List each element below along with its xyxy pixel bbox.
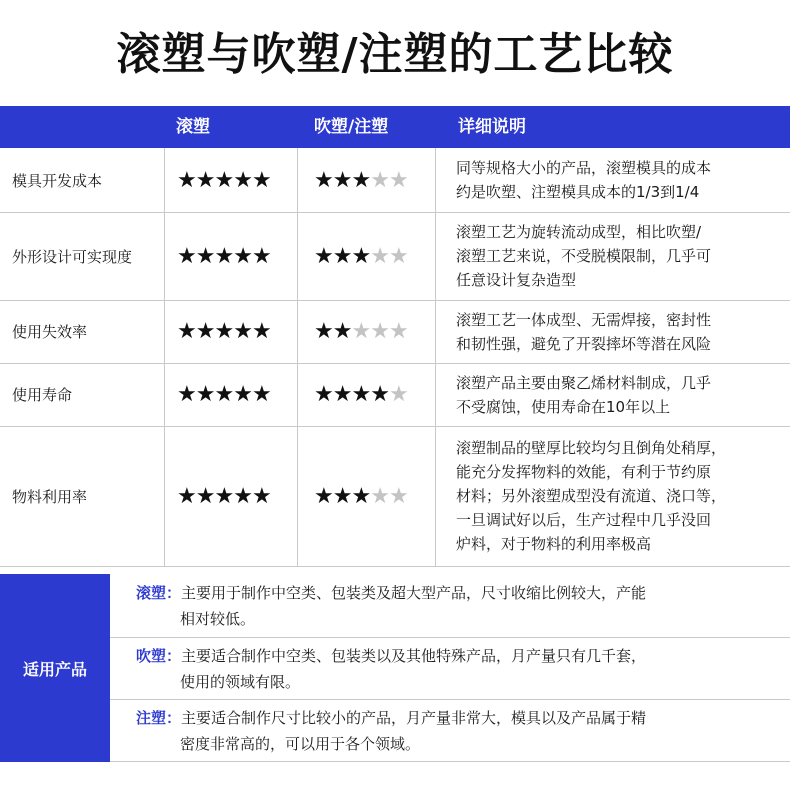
detail-line: 滚塑制品的壁厚比较均匀且倒角处稍厚，: [456, 439, 727, 457]
applicable-item-text: 主要用于制作中空类、包装类及超大型产品，尺寸收缩比例较大，产能: [181, 583, 647, 602]
star-filled-icon: ★: [314, 243, 333, 269]
star-filled-icon: ★: [233, 483, 252, 509]
row-label: 使用寿命: [0, 363, 165, 426]
star-filled-icon: ★: [332, 243, 352, 269]
applicable-item-label: 滚塑：: [136, 583, 182, 602]
star-empty-icon: ★: [370, 167, 389, 193]
table-row: [0, 300, 790, 364]
star-empty-icon: ★: [388, 382, 408, 407]
blow-injection-rating: [314, 484, 408, 509]
row-label: 外形设计可实现度: [0, 212, 165, 300]
applicable-item-text: 主要适合制作尺寸比较小的产品，月产量非常大，模具以及产品属于精: [181, 708, 647, 727]
header-detail: 详细说明: [458, 117, 526, 137]
row-detail: [456, 156, 711, 204]
star-filled-icon: ★: [351, 243, 371, 269]
star-filled-icon: ★: [251, 483, 271, 509]
star-filled-icon: ★: [195, 243, 215, 269]
rotomold-rating: [177, 244, 271, 269]
row-detail: [456, 371, 711, 419]
blow-injection-rating: [314, 168, 408, 193]
star-filled-icon: ★: [351, 483, 371, 509]
star-filled-icon: ★: [251, 167, 271, 193]
star-filled-icon: ★: [251, 382, 271, 407]
star-filled-icon: ★: [177, 483, 196, 509]
applicable-products-label: 适用产品: [0, 574, 110, 762]
star-filled-icon: ★: [370, 382, 389, 407]
detail-line: 滚塑工艺一体成型、无需焊接，密封性: [456, 310, 712, 329]
applicable-item-text: 密度非常高的，可以用于各个领域。: [180, 734, 421, 753]
rotomold-rating: [177, 484, 271, 509]
detail-line: 和韧性强，避免了开裂摔坏等潜在风险: [456, 334, 712, 353]
detail-line: 任意设计复杂造型: [456, 271, 577, 289]
rotomold-rating: [177, 168, 271, 193]
table-row: [0, 426, 790, 567]
star-empty-icon: ★: [388, 243, 408, 269]
detail-line: 同等规格大小的产品，滚塑模具的成本: [456, 159, 712, 177]
star-filled-icon: ★: [314, 382, 333, 407]
star-filled-icon: ★: [314, 167, 333, 193]
applicable-products-section: [0, 574, 790, 762]
star-filled-icon: ★: [332, 483, 352, 509]
star-filled-icon: ★: [177, 243, 196, 269]
blow-injection-rating: [314, 244, 408, 269]
star-filled-icon: ★: [351, 167, 371, 193]
table-row: [0, 148, 790, 213]
detail-line: 滚塑工艺为旋转流动成型，相比吹塑/: [456, 223, 702, 241]
star-filled-icon: ★: [332, 167, 352, 193]
star-filled-icon: ★: [233, 243, 252, 269]
star-filled-icon: ★: [233, 167, 252, 193]
table-row: [0, 212, 790, 301]
table-header: [0, 106, 790, 148]
star-empty-icon: ★: [388, 167, 408, 193]
row-label: 模具开发成本: [0, 148, 165, 212]
applicable-item: [110, 574, 790, 638]
star-filled-icon: ★: [332, 319, 352, 344]
star-filled-icon: ★: [195, 167, 215, 193]
star-empty-icon: ★: [370, 319, 389, 344]
applicable-item-text: 使用的领域有限。: [180, 672, 301, 691]
star-filled-icon: ★: [177, 382, 196, 407]
star-filled-icon: ★: [233, 319, 252, 344]
blow-injection-rating: [314, 382, 408, 407]
star-filled-icon: ★: [214, 483, 234, 509]
star-empty-icon: ★: [370, 243, 389, 269]
star-filled-icon: ★: [214, 382, 234, 407]
header-rotomold: 滚塑: [176, 117, 210, 137]
star-filled-icon: ★: [214, 319, 234, 344]
row-detail: [456, 308, 711, 356]
blow-injection-rating: [314, 319, 408, 344]
star-filled-icon: ★: [251, 319, 271, 344]
applicable-item-text: 相对较低。: [180, 609, 256, 628]
detail-line: 炉料，对于物料的利用率极高: [456, 535, 652, 553]
star-empty-icon: ★: [388, 319, 408, 344]
applicable-item: [110, 638, 790, 700]
star-filled-icon: ★: [332, 382, 352, 407]
detail-line: 不受腐蚀，使用寿命在10年以上: [456, 397, 671, 416]
star-empty-icon: ★: [370, 483, 389, 509]
star-filled-icon: ★: [195, 382, 215, 407]
applicable-item-label: 注塑：: [136, 708, 182, 727]
star-filled-icon: ★: [214, 167, 234, 193]
detail-line: 滚塑产品主要由聚乙烯材料制成，几乎: [456, 373, 712, 392]
header-blow-injection: 吹塑/注塑: [314, 117, 389, 137]
detail-line: 约是吹塑、注塑模具成本的1/3到1/4: [456, 183, 700, 201]
applicable-item-text: 主要适合制作中空类、包装类以及其他特殊产品，月产量只有几千套，: [181, 646, 647, 665]
star-filled-icon: ★: [195, 319, 215, 344]
detail-line: 能充分发挥物料的效能，有利于节约原: [456, 463, 712, 481]
applicable-item-label: 吹塑：: [136, 646, 182, 665]
detail-line: 材料；另外滚塑成型没有流道、浇口等，: [456, 487, 727, 505]
row-detail: [456, 220, 711, 292]
star-filled-icon: ★: [195, 483, 215, 509]
rotomold-rating: [177, 382, 271, 407]
star-filled-icon: ★: [233, 382, 252, 407]
detail-line: 滚塑工艺来说，不受脱模限制，几乎可: [456, 247, 712, 265]
star-filled-icon: ★: [214, 243, 234, 269]
detail-line: 一旦调试好以后，生产过程中几乎没回: [456, 511, 712, 529]
star-filled-icon: ★: [177, 319, 196, 344]
row-label: 物料利用率: [0, 426, 165, 566]
star-filled-icon: ★: [351, 382, 371, 407]
star-empty-icon: ★: [388, 483, 408, 509]
star-empty-icon: ★: [351, 319, 371, 344]
table-row: [0, 363, 790, 427]
star-filled-icon: ★: [251, 243, 271, 269]
row-label: 使用失效率: [0, 300, 165, 363]
star-filled-icon: ★: [314, 319, 333, 344]
rotomold-rating: [177, 319, 271, 344]
comparison-table: [0, 148, 790, 566]
applicable-item: [110, 700, 790, 762]
star-filled-icon: ★: [177, 167, 196, 193]
star-filled-icon: ★: [314, 483, 333, 509]
page-title: 滚塑与吹塑/注塑的工艺比较: [116, 29, 674, 80]
row-detail: [456, 436, 726, 556]
